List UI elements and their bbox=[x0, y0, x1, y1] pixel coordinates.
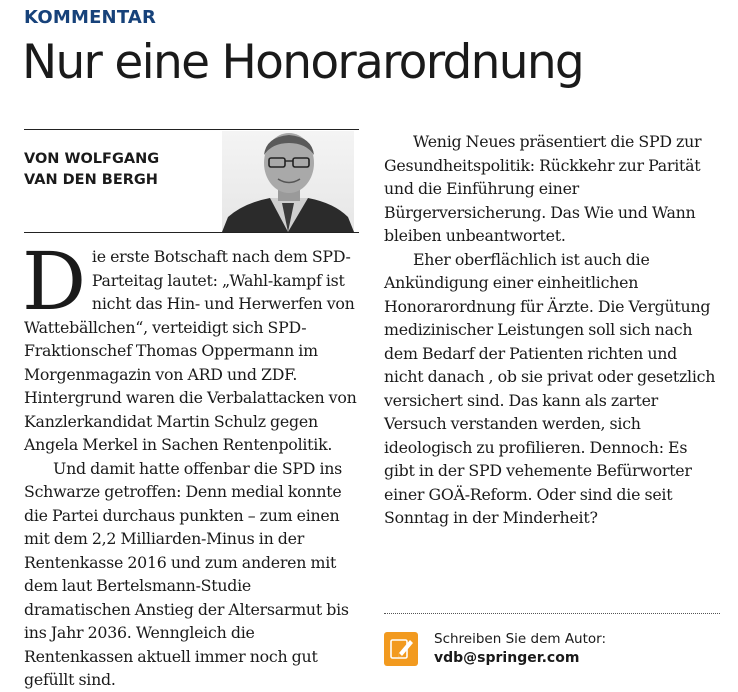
author-line-1: VON WOLFGANG bbox=[24, 151, 160, 167]
author-line-2: VAN DEN BERGH bbox=[24, 172, 158, 188]
headline: Nur eine Honorarordnung bbox=[22, 35, 584, 90]
article-column-left bbox=[22, 235, 359, 692]
pencil-icon bbox=[384, 632, 418, 666]
author-byline bbox=[24, 149, 159, 191]
author-portrait bbox=[222, 131, 354, 232]
author-rule-top bbox=[24, 129, 359, 130]
contact-email-link[interactable]: vdb@springer.com bbox=[434, 650, 580, 666]
paragraph-1-text: ie erste Botschaft nach dem SPD-Parteitag lautet: „Wahl-kampf ist nicht das Hin- und Herwerfen von Wattebällchen“, verteidigt sich SPD-Fraktionschef Thomas Oppermann im Morgenmagazin von ARD und ZDF. Hintergrund waren die Verbalattacken von Kanzlerkandidat Martin Schulz gegen Angela Merkel in Sachen Rentenpolitik. bbox=[24, 247, 357, 454]
paragraph-4: Eher oberflächlich ist auch die Ankündigung einer einheitlichen Honorarordnung für Ärzte. Die Vergütung medizinischer Leistungen soll sich nach dem Bedarf der Patienten richten und nicht danach , ob sie privat oder gesetzlich versichert sind. Das kann als zarter Versuch verstanden werden, sich ideologisch zu profilieren. Dennoch: Es gibt in der SPD vehemente Befürworter einer GOÄ-Reform. Oder sind die seit Sonntag in der Minderheit? bbox=[384, 249, 716, 527]
contact-label: Schreiben Sie dem Autor: bbox=[434, 631, 607, 647]
paragraph-3: Wenig Neues präsentiert die SPD zur Gesundheitspolitik: Rückkehr zur Parität und die Einführung einer Bürgerversicherung. Das Wie und Wann bleiben unbeantwortet. bbox=[384, 132, 702, 245]
contact-divider bbox=[384, 613, 720, 614]
section-kicker: KOMMENTAR bbox=[24, 7, 157, 28]
article-column-right bbox=[384, 130, 720, 530]
drop-cap: D bbox=[22, 235, 86, 328]
paragraph-2: Und damit hatte offenbar die SPD ins Schwarze getroffen: Denn medial konnte die Partei durchaus punkten – zum einen mit dem 2,2 Milliarden-Minus in der Rentenkasse 2016 und zum anderen mit dem laut Bertelsmann-Studie dramatischen Anstieg der Altersarmut bis ins Jahr 2036. Wenngleich die Rentenkassen aktuell immer noch gut gefüllt sind. bbox=[24, 458, 349, 689]
paragraph-1 bbox=[22, 235, 359, 457]
author-rule-bottom bbox=[24, 232, 359, 233]
